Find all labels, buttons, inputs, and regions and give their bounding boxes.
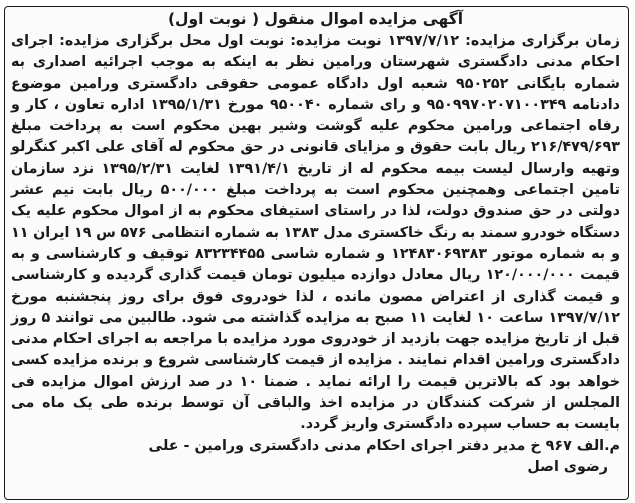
notice-signature bbox=[11, 436, 620, 479]
signature-line-1: م.الف ۹۶۷ خ مدیر دفتر اجرای احکام مدنی دادگستری ورامین - علی bbox=[148, 437, 620, 454]
notice-frame bbox=[4, 6, 629, 500]
signature-name: رضوی اصل bbox=[527, 458, 608, 475]
notice-content bbox=[11, 9, 620, 499]
notice-title: آگهی مزایده اموال منقول ( نوبت اول) bbox=[167, 10, 464, 28]
notice-body: زمان برگزاری مزایده: ۱۳۹۷/۷/۱۲ نوبت مزایده: نوبت اول محل برگزاری مزایده: اجرای احکام مدنی دادگستری شهرستان ورامین نظر به اینکه به موجب اجرائیه اصداری به شماره بایگانی ۹۵۰۲۵۲ شعبه اول دادگاه عمومی حقوقی دادگستری ورامین موضوع دادنامه ۹۵۰۹۹۷۰۲۰۷۱۰۰۳۴۹ و رای شماره ۹۵۰۰۴۰ مورخ ۱۳۹۵/۱/۳۱ اداره تعاون ، کار و رفاه اجتماعی ورامین محکوم علیه گوشت وشیر بهین محکوم است به پرداخت مبلغ ۲۱۶/۴۷۹/۶۹۳ ریال بابت حقوق و مزایای قانونی در حق محکوم له آقای علی اکبر کنگرلو وتهیه وارسال لیست بیمه محکوم له از تاریخ ۱۳۹۱/۴/۱ لغایت ۱۳۹۵/۲/۳۱ نزد سازمان تامین اجتماعی وهمچنین محکوم است به پرداخت مبلغ ۵۰۰/۰۰۰ ریال بابت نیم عشر دولتی در حق صندوق دولت، لذا در راستای استیفای محکوم به از اموال محکوم علیه یک دستگاه خودرو سمند به رنگ خاکستری مدل ۱۳۸۳ به شماره انتظامی ۵۷۶ س ۱۹ ایران ۱۱ و به شماره موتور ۱۲۴۸۳۰۶۹۳۸۳ و شماره شاسی ۸۳۲۳۴۴۵۵ توقیف و کارشناسی و به قیمت ۱۲۰/۰۰۰/۰۰۰ ریال معادل دوازده میلیون تومان قیمت گذاری گردیده و کارشناسی و قیمت گذاری از اعتراض مصون مانده ، لذا خودروی فوق برای روز پنجشنبه مورخ ۱۳۹۷/۷/۱۲ ساعت ۱۰ لغایت ۱۱ صبح به مزایده گذاشته می شود. طالبین می توانند ۵ روز قبل از تاریخ مزایده جهت بازدید از خودروی مورد مزایده با مراجعه به اجرای احکام مدنی دادگستری ورامین اقدام نمایند . مزایده از قیمت کارشناسی شروع و برنده مزایده کسی خواهد بود که بالاترین قیمت را ارائه نماید . ضمنا ۱۰ در صد ارزش اموال مزایده فی المجلس از شرکت کنندگان در مزایده اخذ والباقی آن توسط برنده طی یک ماه می بایست به حساب سپرده دادگستری واریز گردد. bbox=[11, 33, 621, 433]
